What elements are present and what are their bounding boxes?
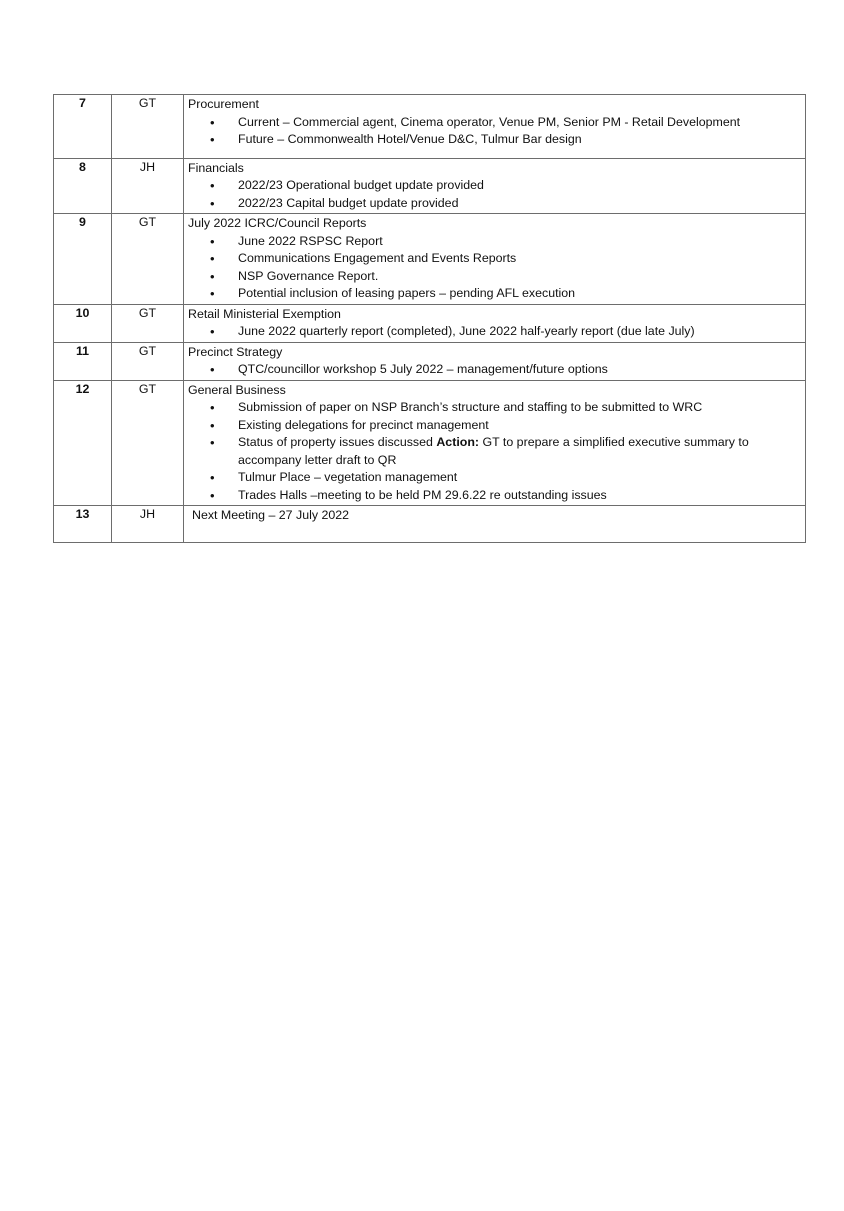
action-text-before: Status of property issues discussed xyxy=(238,435,437,449)
item-content xyxy=(184,158,806,214)
item-owner: GT xyxy=(112,304,184,342)
item-owner: GT xyxy=(112,342,184,380)
bullet-list xyxy=(188,114,799,149)
item-number: 12 xyxy=(54,380,112,506)
list-item: • Existing delegations for precinct management xyxy=(188,417,799,435)
item-number: 8 xyxy=(54,158,112,214)
bullet-list xyxy=(188,361,799,379)
list-item: • June 2022 RSPSC Report xyxy=(188,233,799,251)
item-content xyxy=(184,214,806,305)
list-item: • June 2022 quarterly report (completed), June 2022 half-yearly report (due late July) xyxy=(188,323,799,341)
item-owner: JH xyxy=(112,158,184,214)
item-title: Precinct Strategy xyxy=(188,344,283,359)
list-item: • Current – Commercial agent, Cinema operator, Venue PM, Senior PM - Retail Development xyxy=(188,114,799,132)
list-item: • Communications Engagement and Events Reports xyxy=(188,250,799,268)
item-owner: JH xyxy=(112,506,184,543)
table-row xyxy=(54,158,806,214)
table-row xyxy=(54,380,806,506)
item-content xyxy=(184,304,806,342)
item-owner: GT xyxy=(112,95,184,159)
bullet-list xyxy=(188,233,799,303)
item-number: 11 xyxy=(54,342,112,380)
item-content xyxy=(184,506,806,543)
list-item: • 2022/23 Capital budget update provided xyxy=(188,195,799,213)
item-owner: GT xyxy=(112,380,184,506)
item-owner: GT xyxy=(112,214,184,305)
item-number: 9 xyxy=(54,214,112,305)
list-item: • Potential inclusion of leasing papers – pending AFL execution xyxy=(188,285,799,303)
item-number: 7 xyxy=(54,95,112,159)
bullet-list xyxy=(188,323,799,341)
list-item: • Future – Commonwealth Hotel/Venue D&C, Tulmur Bar design xyxy=(188,131,799,149)
item-title: July 2022 ICRC/Council Reports xyxy=(188,216,367,230)
list-item: • Submission of paper on NSP Branch’s structure and staffing to be submitted to WRC xyxy=(188,399,799,417)
table-row xyxy=(54,95,806,159)
item-content xyxy=(184,342,806,380)
item-number: 13 xyxy=(54,506,112,543)
action-label: Action: xyxy=(436,435,480,449)
table-row xyxy=(54,214,806,305)
item-title: Retail Ministerial Exemption xyxy=(188,306,341,321)
list-item: • Tulmur Place – vegetation management xyxy=(188,469,799,487)
list-item: • 2022/23 Operational budget update provided xyxy=(188,177,799,195)
next-meeting-title: Next Meeting – 27 July 2022 xyxy=(192,508,350,522)
minutes-table xyxy=(53,94,806,543)
list-item xyxy=(188,434,799,469)
item-title: Procurement xyxy=(188,97,259,111)
item-title: Financials xyxy=(188,160,244,175)
item-content xyxy=(184,380,806,506)
list-item: • Trades Halls –meeting to be held PM 29.6.22 re outstanding issues xyxy=(188,487,799,505)
item-title: General Business xyxy=(188,382,286,397)
list-item: • NSP Governance Report. xyxy=(188,268,799,286)
item-number: 10 xyxy=(54,304,112,342)
action-text-after: GT to prepare a simplified executive summary to accompany letter draft to QR xyxy=(238,435,749,467)
item-content xyxy=(184,95,806,159)
table-row xyxy=(54,304,806,342)
table-row xyxy=(54,342,806,380)
bullet-list xyxy=(188,399,799,504)
bullet-list xyxy=(188,177,799,212)
list-item: • QTC/councillor workshop 5 July 2022 – management/future options xyxy=(188,361,799,379)
table-row xyxy=(54,506,806,543)
